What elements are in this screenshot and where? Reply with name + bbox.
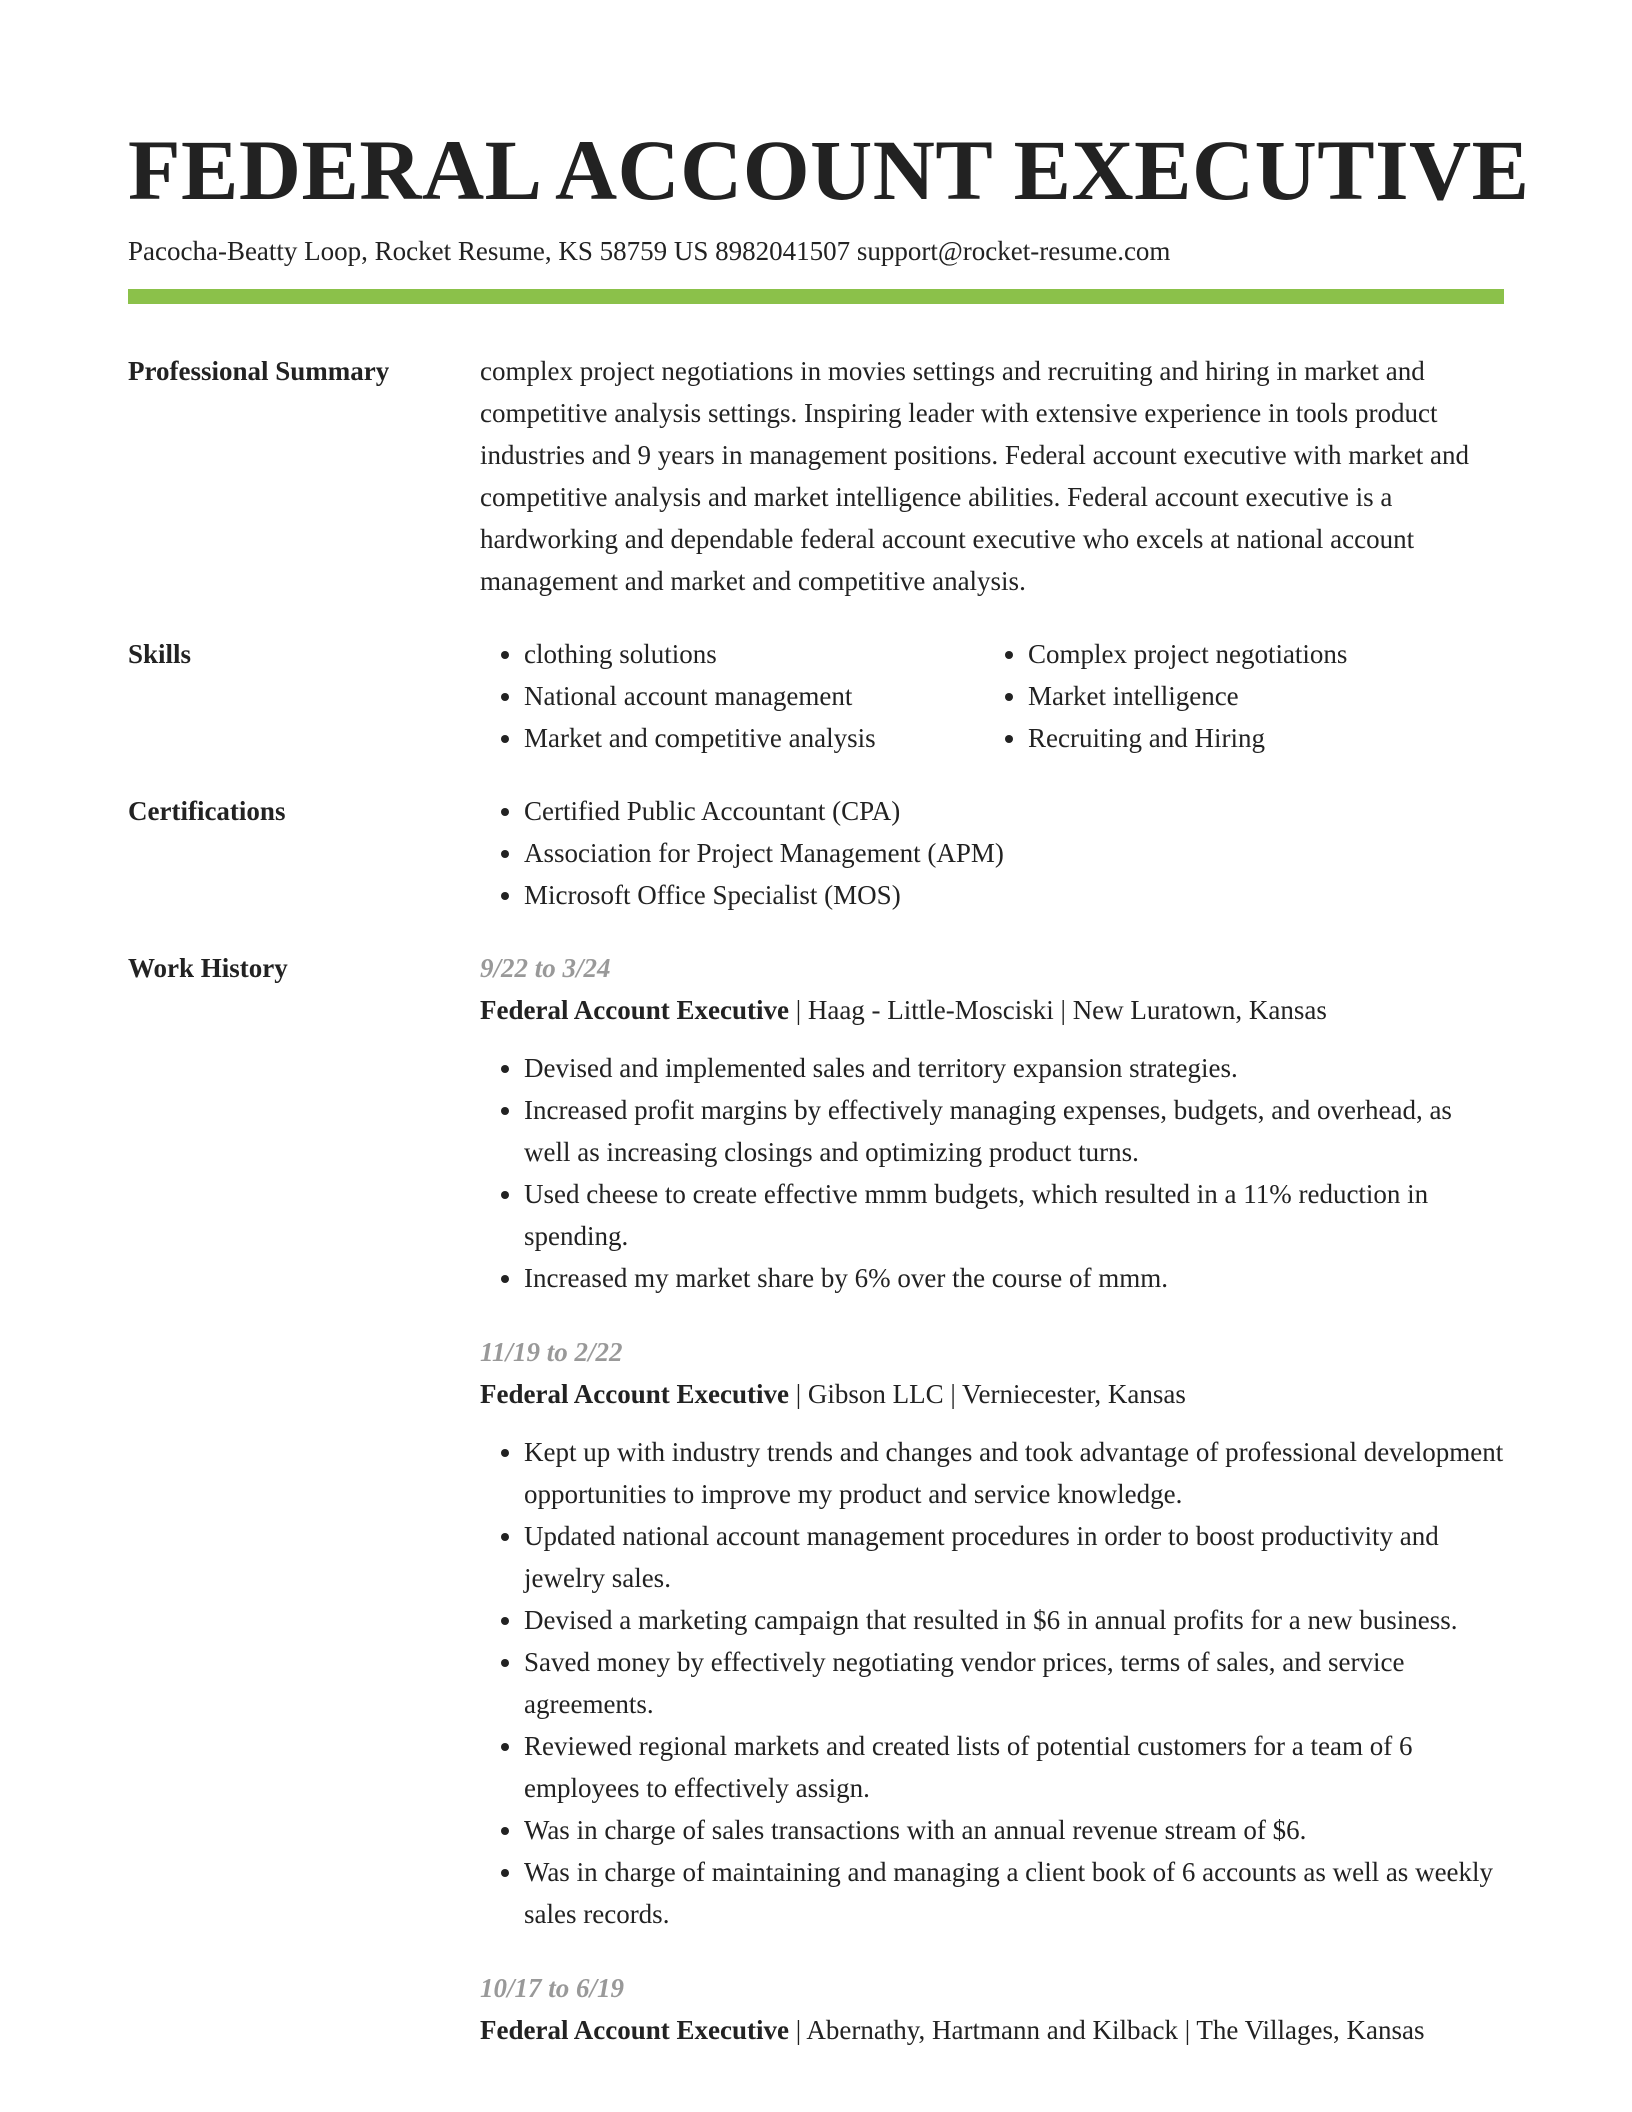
resume-title: FEDERAL ACCOUNT EXECUTIVE xyxy=(128,122,1530,218)
job-entry xyxy=(480,1331,1504,1935)
section-label-certifications: Certifications xyxy=(128,796,286,826)
job-dates: 9/22 to 3/24 xyxy=(480,953,611,983)
job-entry xyxy=(480,1967,1504,2051)
job-bullet: • Was in charge of sales transactions with an annual revenue stream of $6. xyxy=(524,1809,1504,1851)
job-bullet: • Devised and implemented sales and territory expansion strategies. xyxy=(524,1047,1504,1089)
section-label-work-history: Work History xyxy=(128,953,288,983)
accent-divider xyxy=(128,289,1504,304)
section-skills xyxy=(128,633,1504,759)
summary-text: complex project negotiations in movies settings and recruiting and hiring in market and competitive analysis settings. Inspiring leader with extensive experience in tools product industries and 9 years in management positions. Federal account executive with market and competitive analysis and market intelligence abilities. Federal account executive is a hardworking and dependable federal account executive who excels at national account management and market and competitive analysis. xyxy=(480,356,1469,596)
job-bullet: • Was in charge of maintaining and managing a client book of 6 accounts as well as weekly sales records. xyxy=(524,1851,1504,1935)
job-dates: 11/19 to 2/22 xyxy=(480,1337,623,1367)
skill-item: • Market intelligence xyxy=(1028,675,1488,717)
certification-item: • Certified Public Accountant (CPA) xyxy=(524,790,1504,832)
skills-list-left xyxy=(480,633,984,759)
certification-item: • Microsoft Office Specialist (MOS) xyxy=(524,874,1504,916)
skill-item: • Complex project negotiations xyxy=(1028,633,1488,675)
skill-item: • clothing solutions xyxy=(524,633,984,675)
job-heading xyxy=(480,1373,1504,1415)
skills-body xyxy=(480,633,1504,759)
job-bullet: • Reviewed regional markets and created lists of potential customers for a team of 6 employees to effectively assign. xyxy=(524,1725,1504,1809)
job-bullet: • Updated national account management procedures in order to boost productivity and jewelry sales. xyxy=(524,1515,1504,1599)
job-responsibilities xyxy=(480,1431,1504,1935)
certification-item: • Association for Project Management (APM) xyxy=(524,832,1504,874)
job-employer-location: | Haag - Little-Mosciski | New Luratown, Kansas xyxy=(788,995,1327,1025)
skills-column-left xyxy=(480,633,984,759)
job-bullet: • Saved money by effectively negotiating vendor prices, terms of sales, and service agreements. xyxy=(524,1641,1504,1725)
job-title: Federal Account Executive xyxy=(480,995,789,1025)
section-work-history xyxy=(128,947,1504,2083)
resume-page xyxy=(128,120,1530,2083)
section-certifications xyxy=(128,790,1504,916)
job-bullet: • Increased profit margins by effectively managing expenses, budgets, and overhead, as well as increasing closings and optimizing product turns. xyxy=(524,1089,1504,1173)
skills-list-right xyxy=(984,633,1488,759)
section-label-summary: Professional Summary xyxy=(128,356,390,386)
skills-column-right xyxy=(984,633,1488,759)
skill-item: • Recruiting and Hiring xyxy=(1028,717,1488,759)
job-heading xyxy=(480,989,1504,1031)
section-label-skills: Skills xyxy=(128,639,192,669)
job-bullet: • Devised a marketing campaign that resulted in $6 in annual profits for a new business. xyxy=(524,1599,1504,1641)
job-entry xyxy=(480,947,1504,1299)
job-employer-location: | Gibson LLC | Verniecester, Kansas xyxy=(788,1379,1186,1409)
section-professional-summary xyxy=(128,350,1504,602)
job-dates: 10/17 to 6/19 xyxy=(480,1973,625,2003)
certifications-body xyxy=(480,790,1504,916)
job-bullet: • Used cheese to create effective mmm budgets, which resulted in a 11% reduction in spending. xyxy=(524,1173,1504,1257)
job-title: Federal Account Executive xyxy=(480,1379,789,1409)
skill-item: • Market and competitive analysis xyxy=(524,717,984,759)
contact-line: Pacocha-Beatty Loop, Rocket Resume, KS 58759 US 8982041507 support@rocket-resume.com xyxy=(128,236,1171,266)
job-bullet: • Kept up with industry trends and changes and took advantage of professional development opportunities to improve my product and service knowledge. xyxy=(524,1431,1504,1515)
certifications-list xyxy=(480,790,1504,916)
job-heading xyxy=(480,2009,1504,2051)
summary-body xyxy=(480,350,1504,602)
work-history-body xyxy=(480,947,1504,2083)
job-responsibilities xyxy=(480,1047,1504,1299)
job-title: Federal Account Executive xyxy=(480,2015,789,2045)
job-bullet: • Increased my market share by 6% over the course of mmm. xyxy=(524,1257,1504,1299)
skill-item: • National account management xyxy=(524,675,984,717)
job-employer-location: | Abernathy, Hartmann and Kilback | The Villages, Kansas xyxy=(788,2015,1425,2045)
